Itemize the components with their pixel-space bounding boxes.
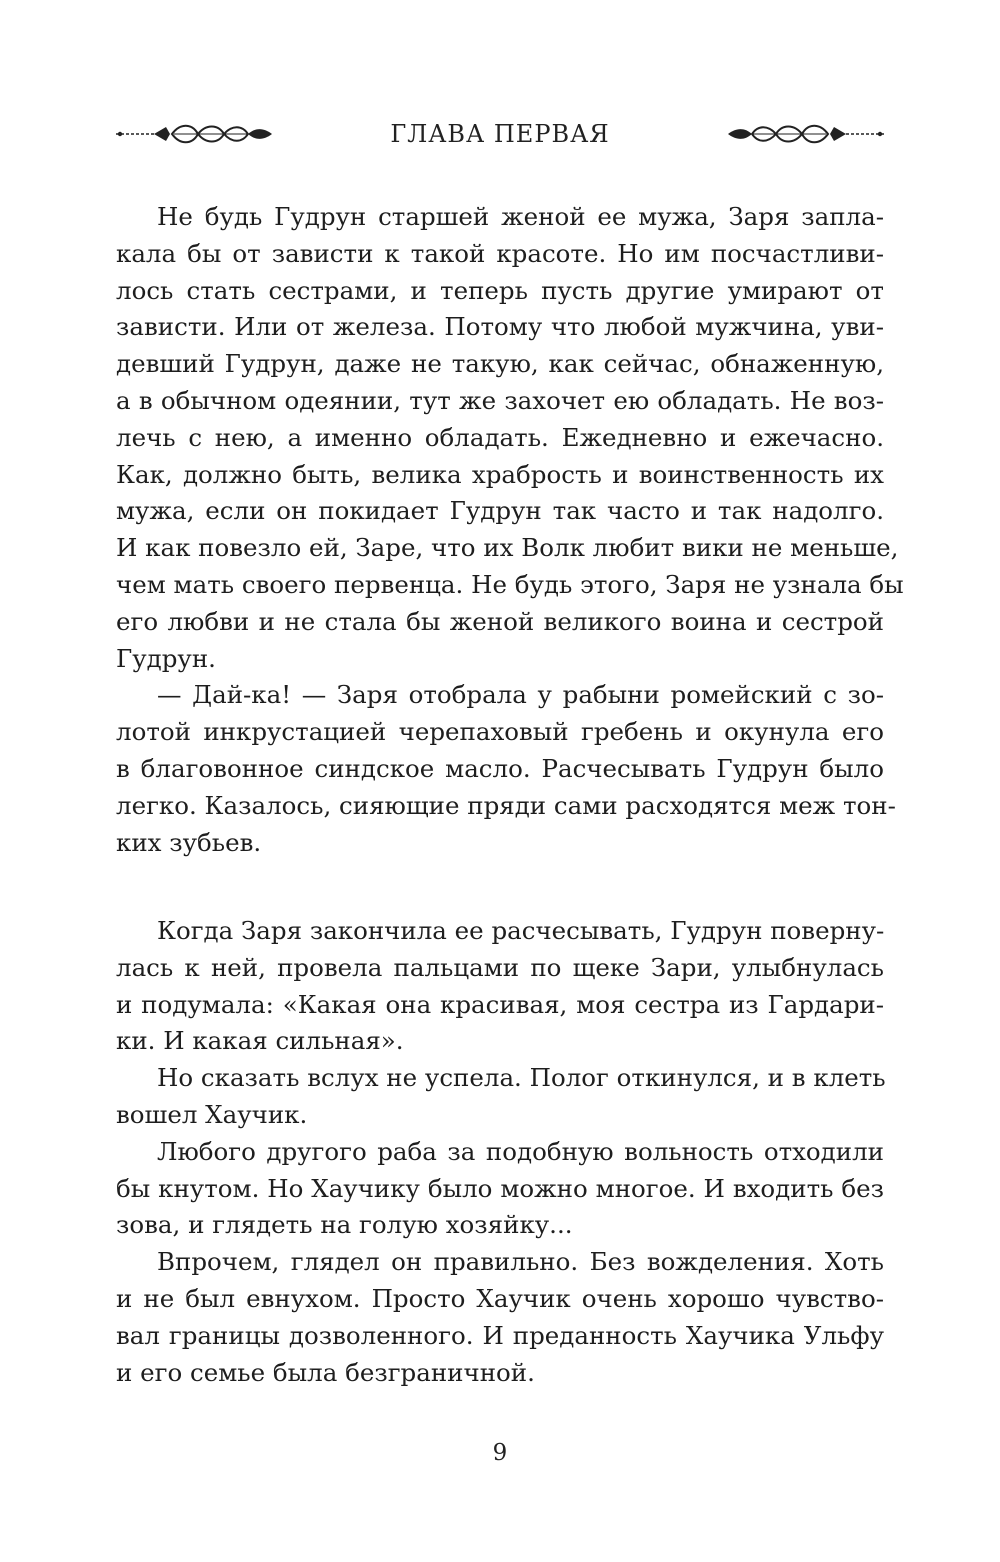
text-line: — Дай-ка! — Заря отобрала у рабыни ромейский с зо- [157,680,884,710]
text-line: Впрочем, глядел он правильно. Без вожделения. Хоть [157,1247,884,1277]
text-line: чем мать своего первенца. Не будь этого, Заря не узнала бы [116,569,904,599]
chapter-title: ГЛАВА ПЕРВАЯ [390,120,610,148]
text-line: Когда Заря закончила ее расчесывать, Гудрун поверну- [157,916,885,945]
left-ornament-icon [114,119,274,149]
text-line: зависти. Или от железа. Потому что любой мужчина, уви- [116,312,884,342]
text-line: Как, должно быть, велика храбрость и воинственность их [116,459,884,489]
text-line: легко. Казалось, сияющие пряди сами расходятся меж тон- [116,790,896,820]
text-line: и его семье была безграничной. [116,1357,535,1387]
text-line: И как повезло ей, Заре, что их Волк любит вики не меньше, [116,533,899,563]
text-line: Но сказать вслух не успела. Полог откинулся, и в клеть [157,1063,886,1093]
right-ornament-icon [726,119,886,149]
text-line: его любви и не стала бы женой великого воина и сестрой [116,606,884,636]
text-line: зова, и глядеть на голую хозяйку... [116,1210,573,1240]
text-line: Не будь Гудрун старшей женой ее мужа, Заря запла- [157,202,884,231]
text-line: вал границы дозволенного. И преданность Хаучика Ульфу [116,1320,884,1350]
text-line: и не был евнухом. Просто Хаучик очень хорошо чувство- [116,1283,884,1313]
text-section-1 [116,199,904,861]
text-line: Любого другого раба за подобную вольность отходили [157,1136,884,1166]
text-line: ки. И какая сильная». [116,1026,404,1056]
text-line: лось стать сестрами, и теперь пусть другие умирают от [116,275,884,305]
text-line: бы кнутом. Но Хаучику было можно многое. И входить без [116,1173,884,1203]
text-line: и подумала: «Какая она красивая, моя сестра из Гардари- [116,989,884,1019]
text-line: лотой инкрустацией черепаховый гребень и окунула его [116,717,884,747]
chapter-header [114,112,886,156]
text-line: мужа, если он покидает Гудрун так часто и так надолго. [116,496,884,526]
text-section-2 [116,913,884,1391]
text-line: вошел Хаучик. [116,1099,308,1129]
text-line: девший Гудрун, даже не такую, как сейчас, обнаженную, [116,349,884,379]
text-line: Гудрун. [116,643,216,673]
text-line: кала бы от зависти к такой красоте. Но им посчастливи- [116,238,884,268]
text-line: а в обычном одеянии, тут же захочет ею обладать. Не воз- [116,385,884,415]
text-line: лась к ней, провела пальцами по щеке Зари, улыбнулась [116,952,884,982]
text-line: лечь с нею, а именно обладать. Ежедневно и ежечасно. [116,422,884,452]
text-line: в благовонное синдское масло. Расчесывать Гудрун было [116,753,884,783]
text-line: ких зубьев. [116,827,262,857]
page-number: 9 [492,1440,508,1466]
